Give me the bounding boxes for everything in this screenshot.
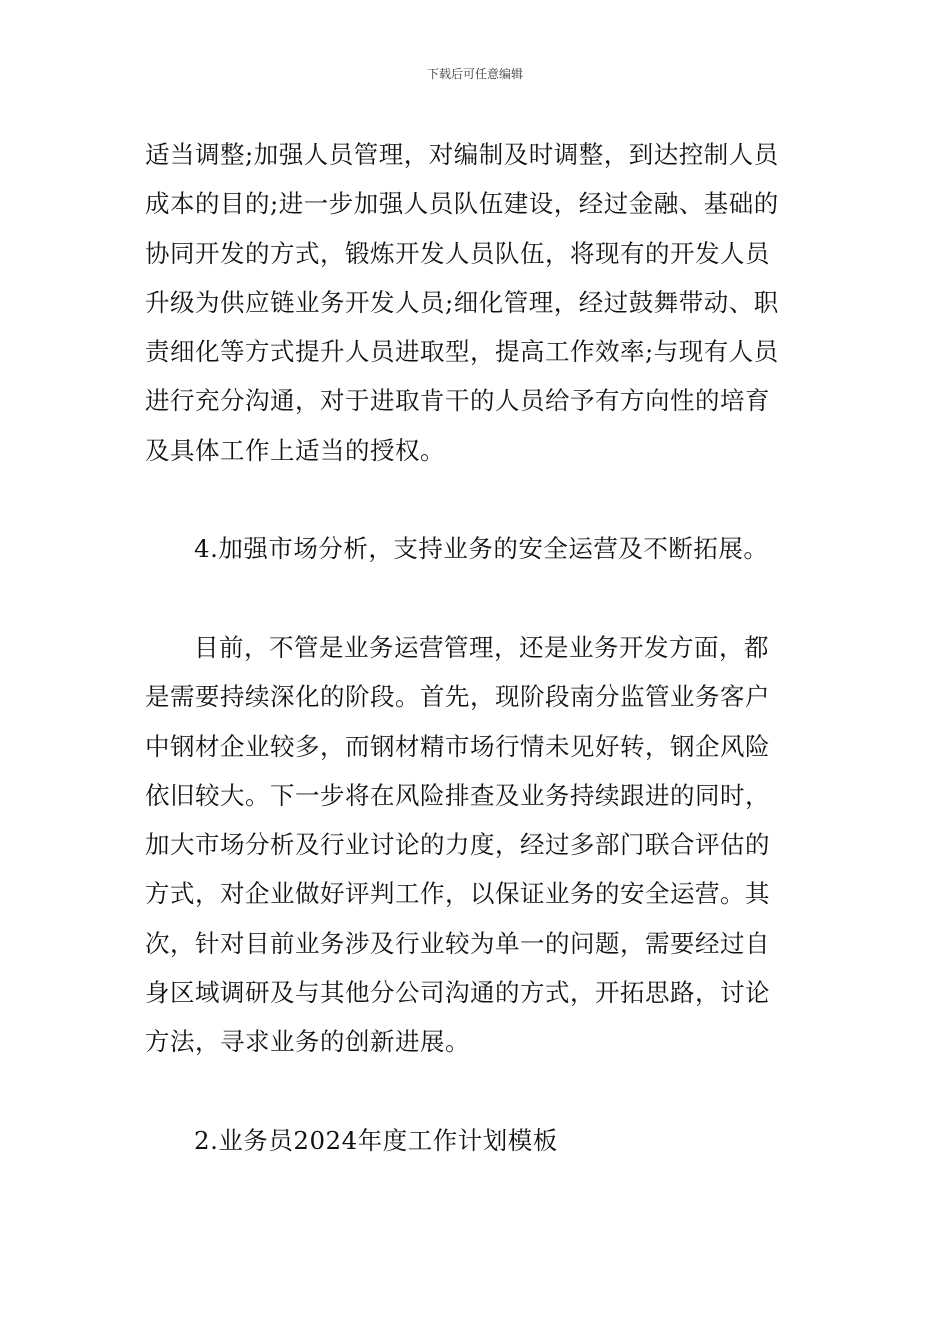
paragraph-line: 责细化等方式提升人员进取型，提高工作效率;与现有人员 bbox=[145, 337, 779, 367]
paragraph-line: 目前，不管是业务运营管理，还是业务开发方面，都 bbox=[194, 632, 769, 662]
paragraph-market-analysis bbox=[145, 623, 810, 1067]
section-heading-2: 2.业务员2024年度工作计划模板 bbox=[194, 1125, 558, 1155]
paragraph-line: 协同开发的方式，锻炼开发人员队伍，将现有的开发人员 bbox=[145, 238, 770, 268]
paragraph-line: 依旧较大。下一步将在风险排查及业务持续跟进的同时， bbox=[145, 780, 770, 810]
paragraph-line: 适当调整;加强人员管理，对编制及时调整，到达控制人员 bbox=[145, 140, 779, 169]
paragraph-line: 成本的目的;进一步加强人员队伍建设，经过金融、基础的 bbox=[145, 189, 779, 219]
paragraph-line: 是需要持续深化的阶段。首先，现阶段南分监管业务客户 bbox=[145, 682, 770, 712]
page-header: 下载后可任意编辑 bbox=[426, 67, 523, 81]
paragraph-line: 及具体工作上适当的授权。 bbox=[145, 435, 445, 465]
document-body bbox=[145, 130, 810, 1165]
paragraph-line: 次，针对目前业务涉及行业较为单一的问题，需要经过自 bbox=[145, 928, 770, 958]
paragraph-line: 身区域调研及与其他分公司沟通的方式，开拓思路，讨论 bbox=[145, 978, 770, 1008]
paragraph-line: 进行充分沟通，对于进取肯干的人员给予有方向性的培育 bbox=[145, 386, 770, 416]
spacer bbox=[145, 574, 810, 623]
paragraph-line: 中钢材企业较多，而钢材精市场行情未见好转，钢企风险 bbox=[145, 731, 770, 761]
spacer bbox=[145, 1067, 810, 1116]
spacer bbox=[145, 475, 810, 524]
paragraph-line: 方法，寻求业务的创新进展。 bbox=[145, 1027, 470, 1057]
paragraph-line: 升级为供应链业务开发人员;细化管理，经过鼓舞带动、职 bbox=[145, 287, 779, 317]
paragraph-line: 方式，对企业做好评判工作，以保证业务的安全运营。其 bbox=[145, 879, 770, 909]
paragraph-staff-management bbox=[145, 130, 810, 475]
section-heading-4: 4.加强市场分析，支持业务的安全运营及不断拓展。 bbox=[194, 534, 769, 564]
paragraph-line: 加大市场分析及行业讨论的力度，经过多部门联合评估的 bbox=[145, 830, 770, 860]
